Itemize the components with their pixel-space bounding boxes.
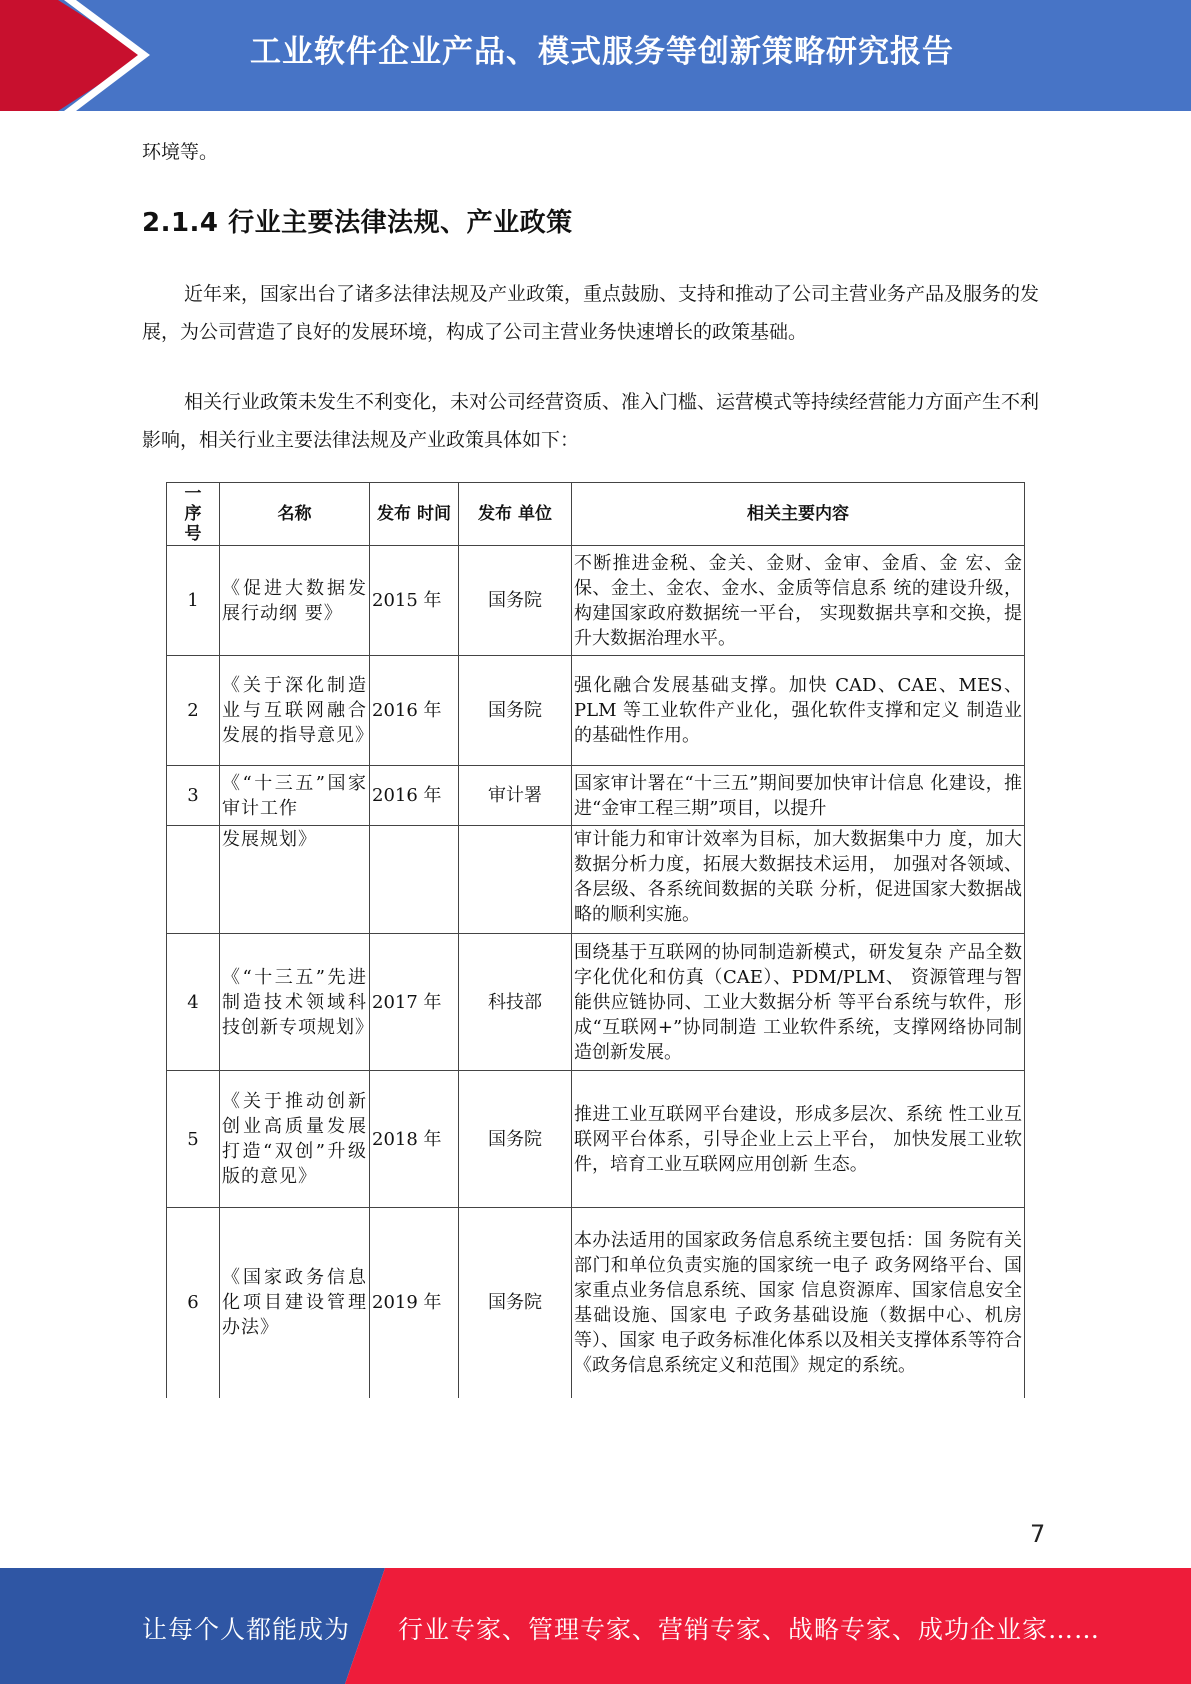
report-title: 工业软件企业产品、模式服务等创新策略研究报告 — [250, 34, 954, 70]
page-number: 7 — [1030, 1520, 1046, 1548]
policy-unit: 审计署 — [459, 766, 572, 826]
row-number — [167, 826, 220, 934]
policy-content: 围绕基于互联网的协同制造新模式，研发复杂 产品全数字化优化和仿真（CAE）、PDM/PLM、 资源管理与智能供应链协同、工业大数据分析 等平台系统与软件，形成“互联网+”协同制造 工业软件系统，支撑网络协同制造创新发展。 — [572, 934, 1025, 1071]
policy-name: 《关于推动创新创业高质量发展打造“双创”升级版的意见》 — [220, 1071, 370, 1208]
policy-table — [166, 482, 1025, 1398]
header-name: 名称 — [220, 483, 370, 546]
row-number: 4 — [167, 934, 220, 1071]
footer-slogan-left: 让每个人都能成为 — [142, 1615, 351, 1644]
policy-year: 2015 年 — [370, 546, 459, 656]
policy-year: 2016 年 — [370, 766, 459, 826]
policy-unit: 国务院 — [459, 546, 572, 656]
paragraph: 相关行业政策未发生不利变化，未对公司经营资质、准入门槛、运营模式等持续经营能力方面产生不利影响，相关行业主要法律法规及产业政策具体如下： — [142, 391, 1040, 451]
policy-name: 《国家政务信息化项目建设管理办法》 — [220, 1208, 370, 1398]
header-unit: 发布 单位 — [459, 483, 572, 546]
footer-slogan-right: 行业专家、管理专家、营销专家、战略专家、成功企业家…… — [398, 1615, 1101, 1644]
lead-text: 环境等。 — [142, 141, 219, 163]
policy-name: 《促进大数据发展行动纲 要》 — [220, 546, 370, 656]
policy-unit: 科技部 — [459, 934, 572, 1071]
table-row — [167, 1208, 1025, 1398]
row-number: 3 — [167, 766, 220, 826]
table-row-continued — [167, 826, 1025, 934]
table-header-row — [167, 483, 1025, 546]
table-row — [167, 766, 1025, 826]
table-row — [167, 546, 1025, 656]
table-row — [167, 656, 1025, 766]
page-footer — [0, 1568, 1191, 1684]
section-heading: 2.1.4 行业主要法律法规、产业政策 — [142, 208, 573, 238]
policy-content: 本办法适用的国家政务信息系统主要包括：国 务院有关部门和单位负责实施的国家统一电子 政务网络平台、国家重点业务信息系统、国家 信息资源库、国家信息安全基础设施、国家电 子政务基础设施（数据中心、机房等）、国家 电子政务标准化体系以及相关支撑体系等符合 《政务信息系统定义和范围》规定的系统。 — [572, 1208, 1025, 1398]
row-number: 1 — [167, 546, 220, 656]
policy-name: 《“十三五”国家审计工作 — [220, 766, 370, 826]
policy-unit — [459, 826, 572, 934]
table-row — [167, 934, 1025, 1071]
policy-content: 审计能力和审计效率为目标，加大数据集中力 度，加大数据分析力度，拓展大数据技术运用， 加强对各领域、各层级、各系统间数据的关联 分析，促进国家大数据战略的顺利实施。 — [572, 826, 1025, 934]
policy-name: 《关于深化制造业与互联网融合发展的指导意见》 — [220, 656, 370, 766]
policy-year: 2016 年 — [370, 656, 459, 766]
policy-unit: 国务院 — [459, 656, 572, 766]
policy-year: 2017 年 — [370, 934, 459, 1071]
policy-content: 推进工业互联网平台建设，形成多层次、系统 性工业互联网平台体系，引导企业上云上平台， 加快发展工业软件，培育工业互联网应用创新 生态。 — [572, 1071, 1025, 1208]
policy-content: 强化融合发展基础支撑。加快 CAD、CAE、MES、PLM 等工业软件产业化，强化软件支撑和定义 制造业的基础性作用。 — [572, 656, 1025, 766]
policy-year: 2018 年 — [370, 1071, 459, 1208]
policy-name: 发展规划》 — [220, 826, 370, 934]
row-number: 2 — [167, 656, 220, 766]
policy-unit: 国务院 — [459, 1071, 572, 1208]
page-header — [0, 0, 1191, 111]
policy-unit: 国务院 — [459, 1208, 572, 1398]
policy-content: 不断推进金税、金关、金财、金审、金盾、金 宏、金保、金土、金农、金水、金质等信息系 统的建设升级，构建国家政府数据统一平台， 实现数据共享和交换，提升大数据治理水平。 — [572, 546, 1025, 656]
row-number: 5 — [167, 1071, 220, 1208]
policy-year: 2019 年 — [370, 1208, 459, 1398]
policy-year — [370, 826, 459, 934]
table-row — [167, 1071, 1025, 1208]
header-seq: 一 序 号 — [167, 483, 220, 546]
policy-name: 《“十三五”先进制造技术领域科技创新专项规划》 — [220, 934, 370, 1071]
header-content: 相关主要内容 — [572, 483, 1025, 546]
paragraph: 近年来，国家出台了诸多法律法规及产业政策，重点鼓励、支持和推动了公司主营业务产品及服务的发展，为公司营造了良好的发展环境，构成了公司主营业务快速增长的政策基础。 — [142, 283, 1040, 343]
policy-content: 国家审计署在“十三五”期间要加快审计信息 化建设，推进“金审工程三期”项目，以提升 — [572, 766, 1025, 826]
row-number: 6 — [167, 1208, 220, 1398]
header-time: 发布 时间 — [370, 483, 459, 546]
